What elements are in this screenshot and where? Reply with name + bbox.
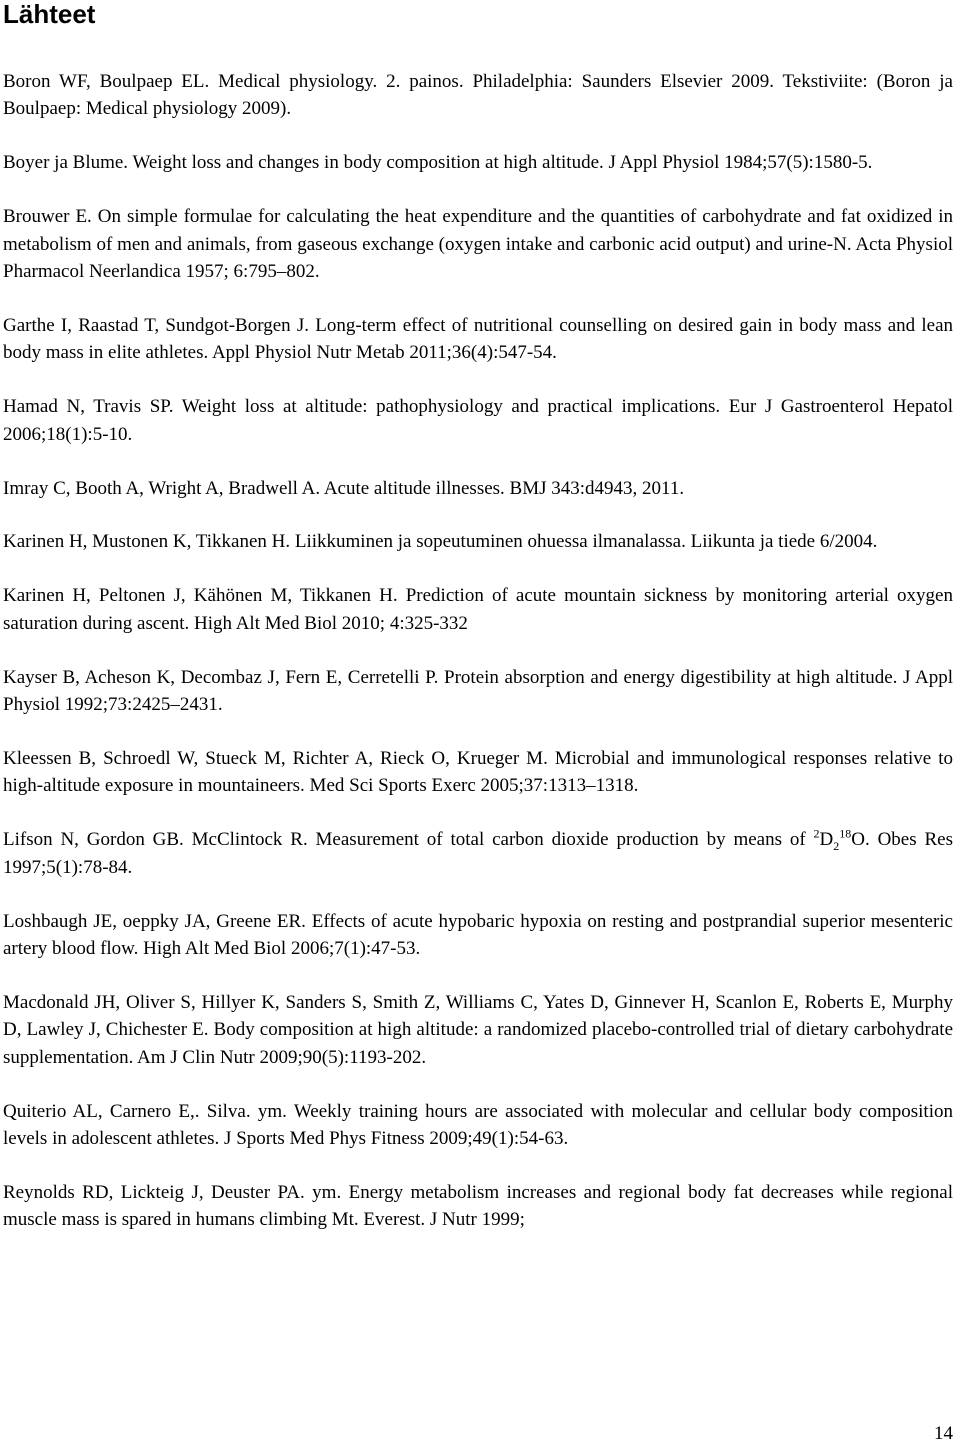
page-heading: Lähteet: [3, 0, 96, 29]
reference-item: Kleessen B, Schroedl W, Stueck M, Richter A, Rieck O, Krueger M. Microbial and immunological responses relative to high-altitude exposure in mountaineers. Med Sci Sports Exerc 2005;37:1313–1318.: [3, 748, 953, 797]
reference-item: Imray C, Booth A, Wright A, Bradwell A. Acute altitude illnesses. BMJ 343:d4943, 2011.: [3, 477, 685, 499]
reference-item: Loshbaugh JE, oeppky JA, Greene ER. Effects of acute hypobaric hypoxia on resting and postprandial superior mesenteric artery blood flow. High Alt Med Biol 2006;7(1):47-53.: [3, 910, 953, 960]
reference-text: O. Obes Res 1997;5(1):78-84.: [3, 829, 953, 878]
reference-item: Quiterio AL, Carnero E,. Silva. ym. Weekly training hours are associated with molecular and cellular body composition levels in adolescent athletes. J Sports Med Phys Fitness 2009;49(1):54-63.: [3, 1100, 953, 1150]
subscript-count: 2: [833, 839, 840, 854]
superscript-isotope: 18: [839, 826, 852, 841]
reference-item: Karinen H, Peltonen J, Kähönen M, Tikkanen H. Prediction of acute mountain sickness by monitoring arterial oxygen saturation during ascent. High Alt Med Biol 2010; 4:325-332: [3, 585, 953, 634]
page-number: 14: [934, 1423, 953, 1444]
reference-item: Brouwer E. On simple formulae for calculating the heat expenditure and the quantities of carbohydrate and fat oxidized in metabolism of men and animals, from gaseous exchange (oxygen intake and carbonic acid output) and urine-N. Acta Physiol Pharmacol Neerlandica 1957; 6:795–802.: [3, 206, 953, 283]
reference-item: Kayser B, Acheson K, Decombaz J, Fern E, Cerretelli P. Protein absorption and energy digestibility at high altitude. J Appl Physiol 1992;73:2425–2431.: [3, 666, 953, 716]
reference-item: [3, 826, 953, 881]
reference-item: Garthe I, Raastad T, Sundgot-Borgen J. Long-term effect of nutritional counselling on desired gain in body mass and lean body mass in elite athletes. Appl Physiol Nutr Metab 2011;36(4):547-54.: [3, 314, 953, 364]
reference-item: Boron WF, Boulpaep EL. Medical physiology. 2. painos. Philadelphia: Saunders Elsevier 2009. Tekstiviite: (Boron ja Boulpaep: Medical physiology 2009).: [3, 71, 953, 120]
reference-item: Macdonald JH, Oliver S, Hillyer K, Sanders S, Smith Z, Williams C, Yates D, Ginnever H, Scanlon E, Roberts E, Murphy D, Lawley J, Chichester E. Body composition at high altitude: a randomized placebo-controlled trial of dietary carbohydrate supplementation. Am J Clin Nutr 2009;90(5):1193-202.: [3, 991, 953, 1068]
reference-item: Hamad N, Travis SP. Weight loss at altitude: pathophysiology and practical implications. Eur J Gastroenterol Hepatol 2006;18(1):5-10.: [3, 396, 953, 445]
reference-item: Karinen H, Mustonen K, Tikkanen H. Liikkuminen ja sopeutuminen ohuessa ilmanalassa. Liikunta ja tiede 6/2004.: [3, 531, 878, 553]
reference-list: [3, 68, 953, 1260]
superscript-isotope: 2: [813, 826, 820, 841]
formula-symbol: D: [819, 829, 834, 851]
reference-text: Lifson N, Gordon GB. McClintock R. Measurement of total carbon dioxide production by means of: [3, 829, 814, 851]
reference-item: Boyer ja Blume. Weight loss and changes in body composition at high altitude. J Appl Physiol 1984;57(5):1580-5.: [3, 152, 873, 174]
reference-item: Reynolds RD, Lickteig J, Deuster PA. ym. Energy metabolism increases and regional body fat decreases while regional muscle mass is spared in humans climbing Mt. Everest. J Nutr 1999;: [3, 1181, 953, 1231]
